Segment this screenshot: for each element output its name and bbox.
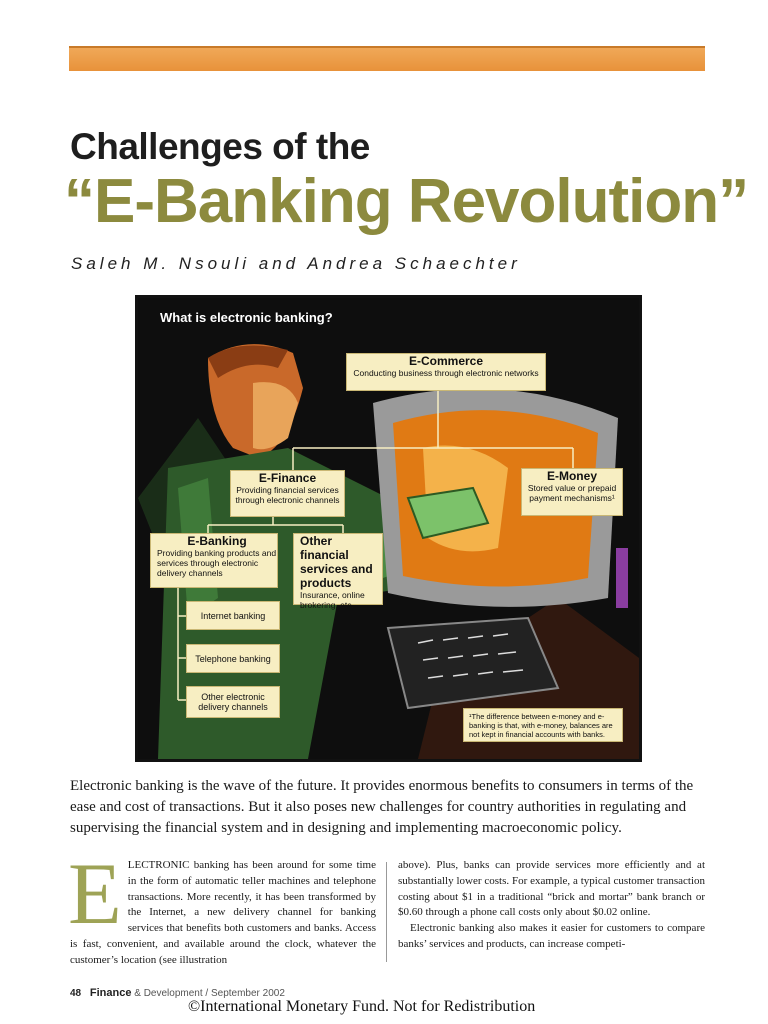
box-emoney [521,468,623,516]
channel-telephone-banking: Telephone banking [186,644,280,673]
box-efinance [230,470,345,517]
box-ecommerce [346,353,546,391]
channel-internet-banking: Internet banking [186,601,280,630]
emoney-title: E-Money [546,469,597,483]
header-accent-bar [69,46,705,71]
ebanking-desc: Providing banking products and services through electronic delivery channels [157,548,277,578]
other-services-title: Other financial services and products [300,534,373,590]
body-column-right [398,858,705,953]
illustration-footnote: ¹The difference between e-money and e-banking is that, with e-money, balances are not kept in financial accounts with banks. [463,708,623,742]
box-other-financial-services [293,533,383,610]
page-number: 48 [70,988,82,999]
article-authors: Saleh M. Nsouli and Andrea Schaechter [71,254,521,273]
issue-info: & Development / September 2002 [134,988,285,999]
body-column-left [68,846,376,969]
body-right-paragraph-2: Electronic banking also makes it easier for customers to compare banks’ services and products, can increase competi- [398,922,705,950]
efinance-title: E-Finance [258,471,317,485]
emoney-desc: Stored value or prepaid payment mechanisms¹ [527,483,617,503]
efinance-desc: Providing financial services through electronic channels [235,485,340,505]
ecommerce-title: E-Commerce [408,354,484,368]
article-title-line-2: “E-Banking Revolution” [64,167,749,236]
body-right-paragraph-1: above). Plus, banks can provide services more efficiently and at substantially lower costs. For example, a typical customer transaction costing about $1 in a traditional “brick and mortar” bank branch or $0.60 through a phone call costs only about $0.02 online. [398,859,705,919]
body-left-text: LECTRONIC banking has been around for some time in the form of automatic teller machines and telephone transactions. More recently, it has been transformed by the Internet, a new delivery channel for banking services that benefits both customers and banks. Access is fast, convenient, and available around the clock, whatever the customer’s location (see illustration [70,859,376,966]
ebanking-title: E-Banking [187,534,247,548]
ebanking-illustration [135,295,642,762]
article-title-line-1: Challenges of the [70,126,370,167]
article-lede: Electronic banking is the wave of the future. It provides enormous benefits to consumers in terms of the ease and cost of transactions. But it also poses new challenges for country authorities in regulating and supervising the financial system and in designing and implementing macroeconomic policy. [70,778,694,836]
drop-cap: E [68,846,122,943]
magazine-name: Finance [89,987,132,999]
ecommerce-desc: Conducting business through electronic networks [353,368,539,378]
copyright-notice: ©International Monetary Fund. Not for Redistribution [188,998,536,1015]
box-ebanking [150,533,278,588]
channel-other-electronic: Other electronic delivery channels [186,686,280,718]
illustration-question: What is electronic banking? [160,310,333,325]
other-services-desc: Insurance, online brokering, etc. [300,590,365,610]
column-divider [386,862,387,962]
